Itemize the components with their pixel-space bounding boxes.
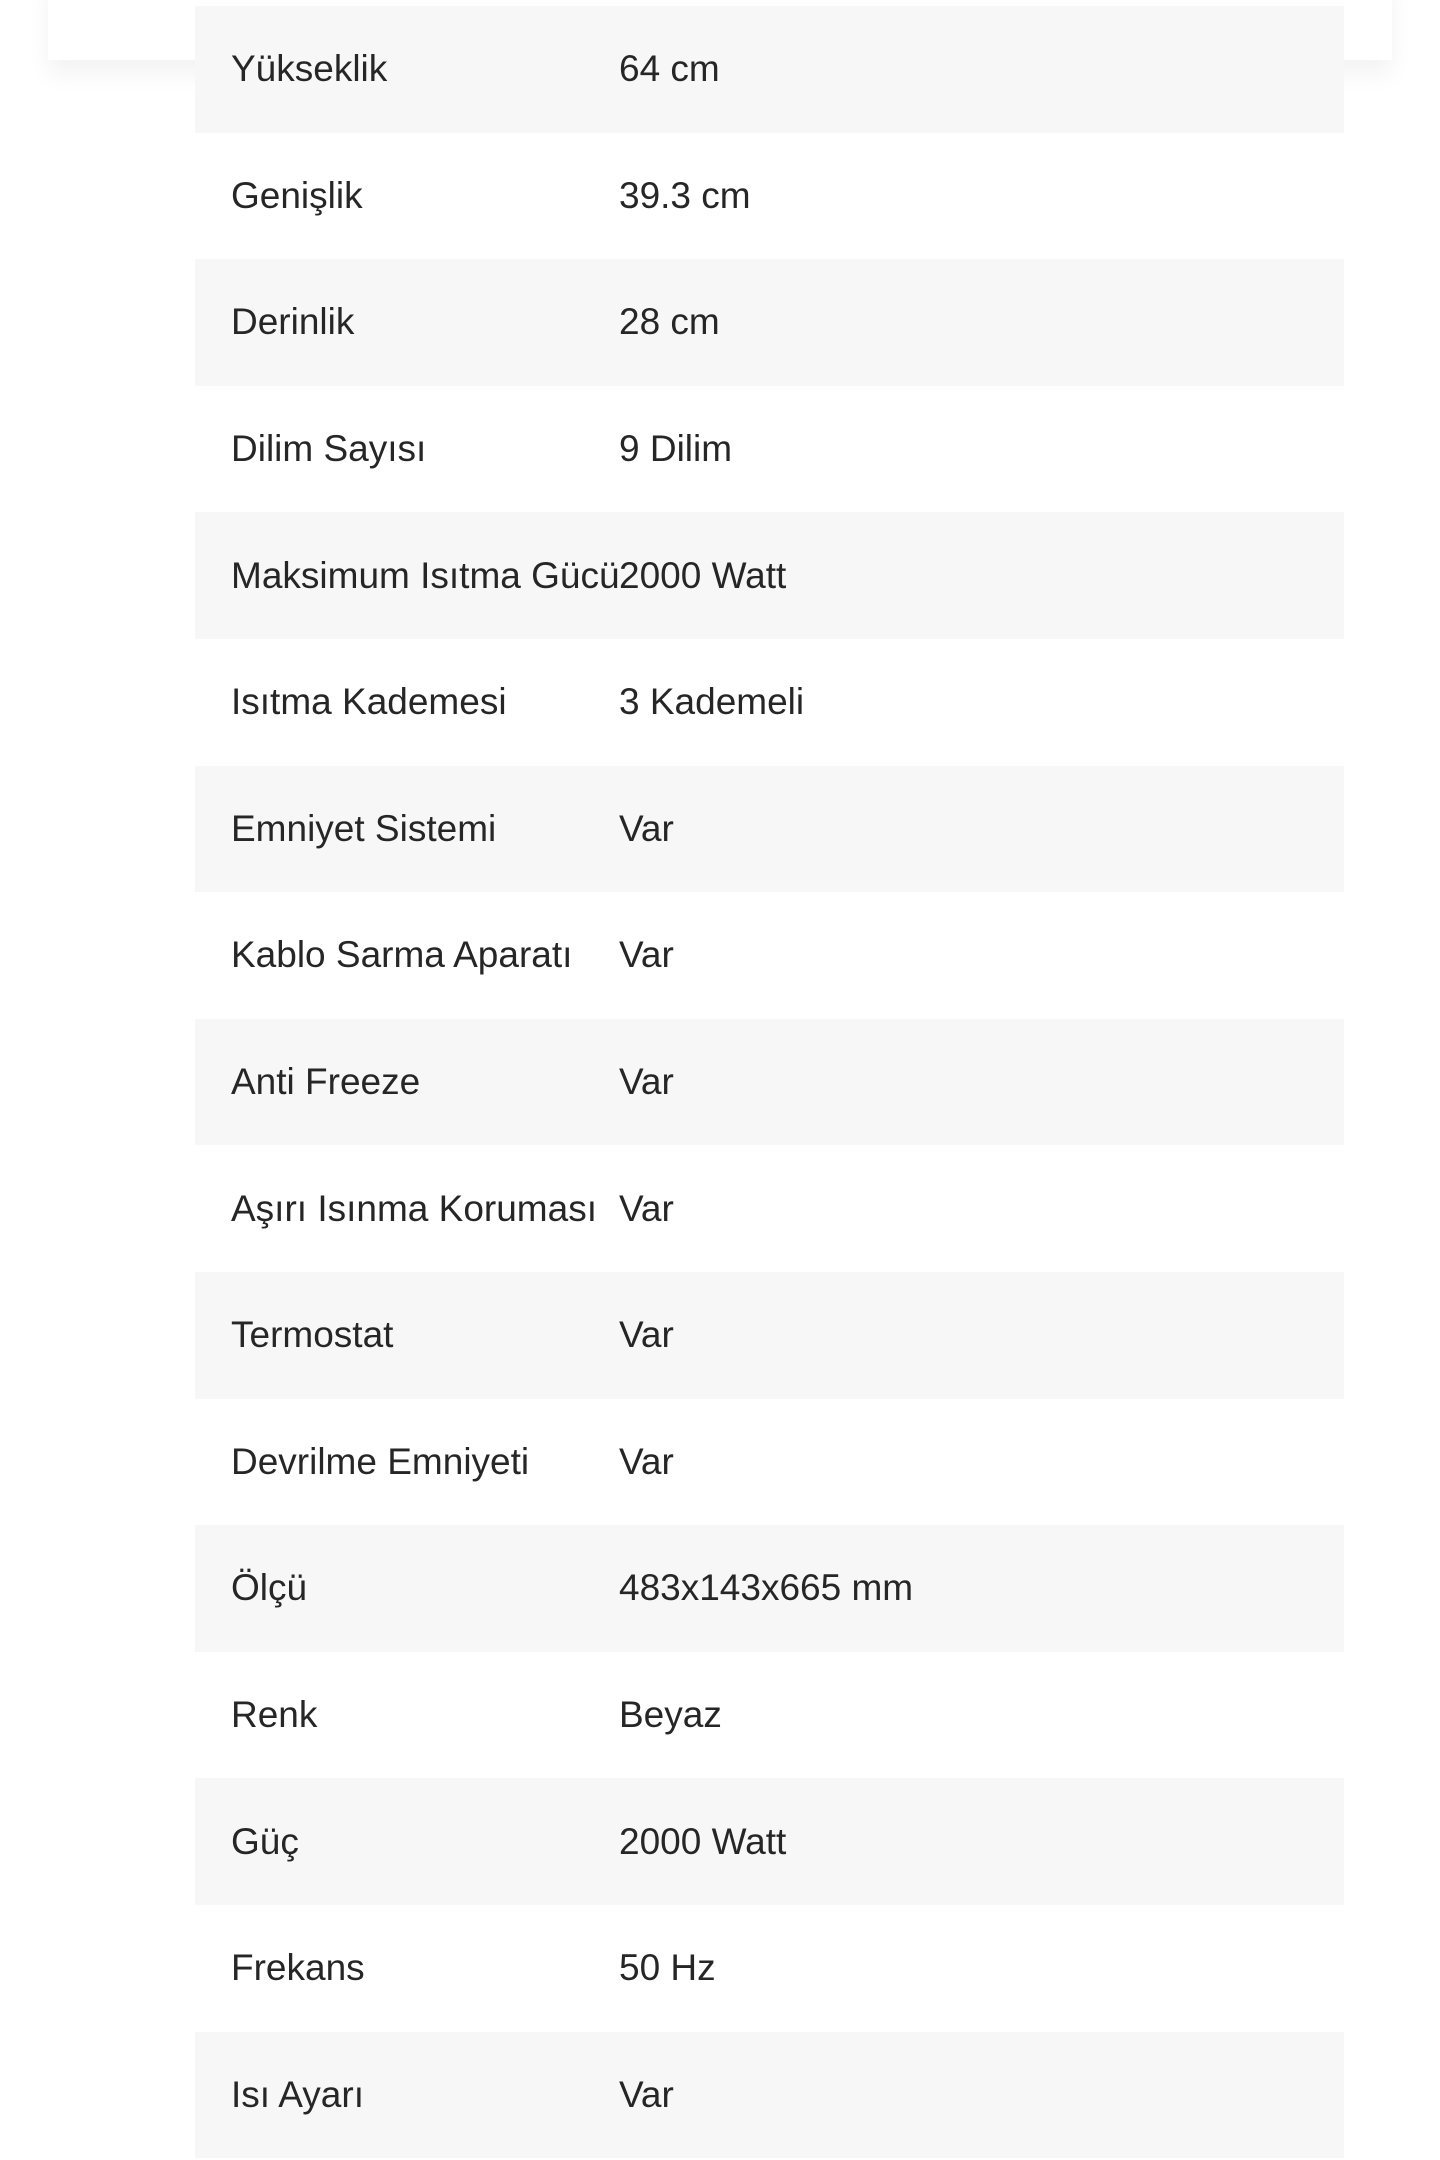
spec-label: Yükseklik (231, 48, 388, 90)
spec-row (195, 512, 1344, 639)
spec-value: Var (619, 1061, 674, 1103)
spec-row (195, 259, 1344, 386)
spec-table (195, 6, 1344, 2158)
spec-value: 39.3 cm (619, 174, 751, 216)
spec-row (195, 1652, 1344, 1779)
spec-value: 2000 Watt (619, 1820, 787, 1862)
spec-label: Aşırı Isınma Koruması (231, 1187, 597, 1229)
spec-row (195, 766, 1344, 893)
spec-label: Genişlik (231, 174, 363, 216)
spec-value: 28 cm (619, 301, 720, 343)
spec-value: 3 Kademeli (619, 681, 805, 723)
spec-row (195, 1525, 1344, 1652)
spec-value: Var (619, 2073, 674, 2115)
spec-value: 64 cm (619, 48, 720, 90)
spec-row (195, 892, 1344, 1019)
spec-row (195, 1019, 1344, 1146)
spec-value: Var (619, 807, 674, 849)
spec-value: 483x143x665 mm (619, 1567, 914, 1609)
spec-label: Dilim Sayısı (231, 428, 427, 470)
spec-row (195, 2032, 1344, 2159)
spec-value: Var (619, 934, 674, 976)
spec-value: Var (619, 1314, 674, 1356)
spec-label: Emniyet Sistemi (231, 807, 497, 849)
spec-value: Var (619, 1187, 674, 1229)
spec-label: Anti Freeze (231, 1061, 421, 1103)
spec-label: Devrilme Emniyeti (231, 1440, 530, 1482)
spec-row (195, 1778, 1344, 1905)
spec-label: Frekans (231, 1947, 365, 1989)
spec-row (195, 133, 1344, 260)
spec-value: 2000 Watt (619, 554, 787, 596)
spec-row (195, 1145, 1344, 1272)
spec-row (195, 1399, 1344, 1526)
spec-value: 9 Dilim (619, 428, 733, 470)
spec-label: Ölçü (231, 1567, 308, 1609)
spec-label: Derinlik (231, 301, 355, 343)
spec-label: Maksimum Isıtma Gücü (231, 554, 620, 596)
spec-label: Renk (231, 1694, 318, 1736)
spec-value: Beyaz (619, 1694, 722, 1736)
spec-label: Kablo Sarma Aparatı (231, 934, 573, 976)
spec-row (195, 639, 1344, 766)
spec-value: 50 Hz (619, 1947, 716, 1989)
spec-label: Termostat (231, 1314, 394, 1356)
spec-label: Isıtma Kademesi (231, 681, 507, 723)
spec-row (195, 6, 1344, 133)
spec-value: Var (619, 1440, 674, 1482)
spec-label: Güç (231, 1820, 299, 1862)
spec-label: Isı Ayarı (231, 2073, 364, 2115)
spec-row (195, 386, 1344, 513)
spec-row (195, 1905, 1344, 2032)
spec-row (195, 1272, 1344, 1399)
